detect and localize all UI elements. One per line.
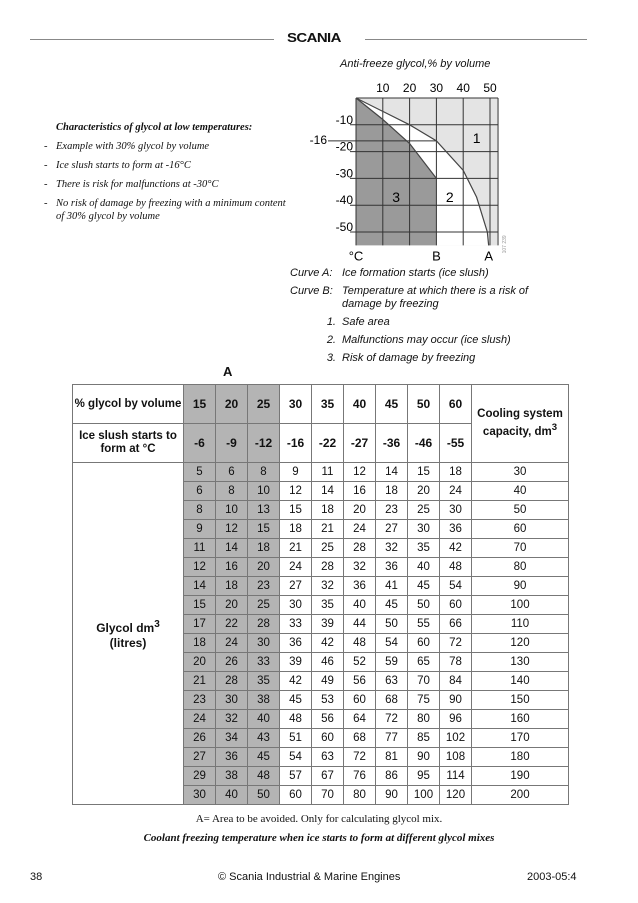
- glycol-cell: 59: [376, 653, 408, 672]
- capacity-cell: 50: [472, 501, 569, 520]
- footer-edition: 2003-05:4: [527, 871, 577, 883]
- glycol-cell: 42: [440, 539, 472, 558]
- glycol-cell: 14: [184, 577, 216, 596]
- temp-cell: -6: [184, 424, 216, 463]
- glycol-cell: 54: [440, 577, 472, 596]
- glycol-cell: 24: [184, 710, 216, 729]
- glycol-cell: 21: [184, 672, 216, 691]
- glycol-cell: 32: [312, 577, 344, 596]
- glycol-cell: 32: [376, 539, 408, 558]
- capacity-cell: 160: [472, 710, 569, 729]
- characteristic-item: - Example with 30% glycol by volume: [44, 141, 210, 152]
- capacity-cell: 130: [472, 653, 569, 672]
- glycol-cell: 10: [248, 482, 280, 501]
- glycol-cell: 12: [184, 558, 216, 577]
- scania-logo: SCANIA: [287, 30, 341, 45]
- glycol-cell: 90: [440, 691, 472, 710]
- glycol-cell: 30: [184, 786, 216, 805]
- glycol-cell: 100: [408, 786, 440, 805]
- figure-code: 107 239: [502, 235, 509, 254]
- glycol-cell: 56: [312, 710, 344, 729]
- glycol-cell: 84: [440, 672, 472, 691]
- curve-a-label: A: [484, 248, 493, 264]
- glycol-cell: 22: [216, 615, 248, 634]
- glycol-cell: 33: [280, 615, 312, 634]
- capacity-cell: 70: [472, 539, 569, 558]
- percent-cell: 45: [376, 385, 408, 424]
- glycol-cell: 30: [216, 691, 248, 710]
- legend-area-1: 1. Safe area: [326, 316, 390, 328]
- glycol-cell: 42: [312, 634, 344, 653]
- temp-cell: -9: [216, 424, 248, 463]
- glycol-cell: 30: [248, 634, 280, 653]
- glycol-cell: 72: [376, 710, 408, 729]
- glycol-cell: 40: [408, 558, 440, 577]
- glycol-cell: 11: [312, 463, 344, 482]
- glycol-cell: 26: [216, 653, 248, 672]
- glycol-cell: 60: [440, 596, 472, 615]
- capacity-cell: 100: [472, 596, 569, 615]
- glycol-table-body: [73, 463, 569, 805]
- glycol-cell: 77: [376, 729, 408, 748]
- y-tick-label: -10: [335, 112, 353, 127]
- y-tick-label: -20: [335, 139, 353, 154]
- glycol-cell: 35: [408, 539, 440, 558]
- table-note: A= Area to be avoided. Only for calculating glycol mix.: [195, 813, 443, 825]
- glycol-cell: 24: [344, 520, 376, 539]
- glycol-cell: 18: [440, 463, 472, 482]
- glycol-cell: 20: [344, 501, 376, 520]
- glycol-cell: 25: [248, 596, 280, 615]
- glycol-cell: 20: [216, 596, 248, 615]
- glycol-cell: 102: [440, 729, 472, 748]
- glycol-cell: 15: [408, 463, 440, 482]
- capacity-cell: 60: [472, 520, 569, 539]
- glycol-cell: 40: [216, 786, 248, 805]
- glycol-cell: 25: [408, 501, 440, 520]
- glycol-cell: 18: [280, 520, 312, 539]
- glycol-cell: 36: [376, 558, 408, 577]
- glycol-cell: 53: [312, 691, 344, 710]
- capacity-cell: 110: [472, 615, 569, 634]
- glycol-cell: 21: [280, 539, 312, 558]
- glycol-cell: 21: [312, 520, 344, 539]
- temp-cell: -12: [248, 424, 280, 463]
- glycol-cell: 67: [312, 767, 344, 786]
- glycol-cell: 6: [216, 463, 248, 482]
- glycol-percent-row: [73, 385, 569, 424]
- glycol-cell: 56: [344, 672, 376, 691]
- glycol-cell: 9: [184, 520, 216, 539]
- y-tick-label: -30: [335, 166, 353, 181]
- glycol-cell: 16: [344, 482, 376, 501]
- capacity-cell: 150: [472, 691, 569, 710]
- glycol-cell: 16: [216, 558, 248, 577]
- header-rule-right: [365, 39, 587, 40]
- page-number: 38: [30, 871, 43, 883]
- glycol-cell: 55: [408, 615, 440, 634]
- glycol-cell: 35: [312, 596, 344, 615]
- capacity-header: Cooling system capacity, $dm^3$: [472, 385, 569, 463]
- glycol-cell: 25: [312, 539, 344, 558]
- glycol-cell: 57: [280, 767, 312, 786]
- glycol-cell: 40: [248, 710, 280, 729]
- glycol-table: [72, 384, 569, 805]
- characteristic-item: - No risk of damage by freezing with a minimum content of 30% glycol by volume: [44, 198, 286, 222]
- glycol-cell: 18: [248, 539, 280, 558]
- glycol-cell: 30: [408, 520, 440, 539]
- glycol-cell: 63: [312, 748, 344, 767]
- glycol-cell: 96: [440, 710, 472, 729]
- glycol-cell: 95: [408, 767, 440, 786]
- chart-legend: [290, 267, 547, 370]
- legend-curve-a: Curve A: Ice formation starts (ice slush): [290, 267, 489, 279]
- glycol-cell: 72: [344, 748, 376, 767]
- glycol-cell: 52: [344, 653, 376, 672]
- glycol-cell: 85: [408, 729, 440, 748]
- glycol-cell: 38: [248, 691, 280, 710]
- glycol-cell: 51: [280, 729, 312, 748]
- x-tick-label: 10: [376, 81, 390, 95]
- glycol-cell: 35: [248, 672, 280, 691]
- glycol-cell: 24: [440, 482, 472, 501]
- glycol-cell: 28: [248, 615, 280, 634]
- y-annotation-label: -16: [309, 132, 327, 147]
- curve-b-label: B: [432, 248, 441, 264]
- glycol-cell: 78: [440, 653, 472, 672]
- ice-slush-label: Ice slush starts to form at °C: [73, 424, 184, 463]
- glycol-cell: 20: [184, 653, 216, 672]
- header-rule-left: [30, 39, 274, 40]
- glycol-cell: 12: [216, 520, 248, 539]
- glycol-cell: 43: [248, 729, 280, 748]
- percent-cell: 30: [280, 385, 312, 424]
- temp-cell: -22: [312, 424, 344, 463]
- glycol-cell: 14: [312, 482, 344, 501]
- characteristics-block: [44, 121, 294, 229]
- glycol-cell: 8: [248, 463, 280, 482]
- glycol-cell: 18: [376, 482, 408, 501]
- percent-cell: 40: [344, 385, 376, 424]
- capacity-cell: 140: [472, 672, 569, 691]
- glycol-cell: 33: [248, 653, 280, 672]
- glycol-cell: 27: [184, 748, 216, 767]
- x-tick-label: 20: [402, 81, 417, 95]
- capacity-cell: 190: [472, 767, 569, 786]
- glycol-cell: 48: [280, 710, 312, 729]
- glycol-cell: 26: [184, 729, 216, 748]
- glycol-cell: 60: [344, 691, 376, 710]
- glycol-cell: 5: [184, 463, 216, 482]
- glycol-cell: 10: [216, 501, 248, 520]
- glycol-cell: 23: [376, 501, 408, 520]
- glycol-cell: 114: [440, 767, 472, 786]
- footer-copyright: © Scania Industrial & Marine Engines: [218, 871, 401, 883]
- percent-cell: 25: [248, 385, 280, 424]
- glycol-cell: 32: [344, 558, 376, 577]
- legend-area-3: 3. Risk of damage by freezing: [326, 352, 476, 364]
- glycol-cell: 48: [248, 767, 280, 786]
- glycol-cell: 23: [248, 577, 280, 596]
- glycol-cell: 70: [312, 786, 344, 805]
- glycol-cell: 39: [280, 653, 312, 672]
- glycol-cell: 18: [184, 634, 216, 653]
- glycol-cell: 108: [440, 748, 472, 767]
- capacity-cell: 80: [472, 558, 569, 577]
- glycol-cell: 24: [280, 558, 312, 577]
- capacity-cell: 30: [472, 463, 569, 482]
- glycol-cell: 28: [344, 539, 376, 558]
- chart-title: Anti-freeze glycol,% by volume: [340, 58, 491, 70]
- freezing-chart: [290, 70, 515, 270]
- glycol-cell: 60: [408, 634, 440, 653]
- glycol-cell: 70: [408, 672, 440, 691]
- glycol-cell: 9: [280, 463, 312, 482]
- y-tick-label: -40: [335, 193, 353, 208]
- glycol-cell: 12: [344, 463, 376, 482]
- glycol-cell: 24: [216, 634, 248, 653]
- glycol-cell: 46: [312, 653, 344, 672]
- glycol-cell: 6: [184, 482, 216, 501]
- glycol-cell: 29: [184, 767, 216, 786]
- glycol-cell: 15: [184, 596, 216, 615]
- glycol-cell: 60: [312, 729, 344, 748]
- glycol-cell: 11: [184, 539, 216, 558]
- region-label-3: 3: [392, 189, 401, 206]
- glycol-cell: 17: [184, 615, 216, 634]
- glycol-cell: 23: [184, 691, 216, 710]
- glycol-percent-label: % glycol by volume: [73, 385, 184, 424]
- glycol-cell: 81: [376, 748, 408, 767]
- capacity-cell: 40: [472, 482, 569, 501]
- region-label-2: 2: [445, 189, 454, 206]
- percent-cell: 15: [184, 385, 216, 424]
- temp-cell: -46: [408, 424, 440, 463]
- x-tick-label: 50: [483, 81, 497, 95]
- temp-cell: -55: [440, 424, 472, 463]
- glycol-cell: 76: [344, 767, 376, 786]
- glycol-cell: 86: [376, 767, 408, 786]
- glycol-cell: 68: [376, 691, 408, 710]
- glycol-cell: 28: [312, 558, 344, 577]
- glycol-cell: 34: [216, 729, 248, 748]
- glycol-cell: 20: [248, 558, 280, 577]
- unit-label-celsius: °C: [348, 248, 364, 264]
- glycol-cell: 75: [408, 691, 440, 710]
- glycol-cell: 12: [280, 482, 312, 501]
- glycol-cell: 45: [408, 577, 440, 596]
- glycol-cell: 39: [312, 615, 344, 634]
- glycol-cell: 90: [376, 786, 408, 805]
- glycol-cell: 80: [408, 710, 440, 729]
- x-tick-label: 40: [456, 81, 470, 95]
- glycol-cell: 66: [440, 615, 472, 634]
- glycol-cell: 30: [440, 501, 472, 520]
- glycol-cell: 64: [344, 710, 376, 729]
- glycol-cell: 14: [216, 539, 248, 558]
- glycol-cell: 65: [408, 653, 440, 672]
- y-tick-label: -50: [335, 220, 353, 234]
- glycol-cell: 50: [408, 596, 440, 615]
- capacity-cell: 180: [472, 748, 569, 767]
- glycol-cell: 50: [376, 615, 408, 634]
- glycol-cell: 60: [280, 786, 312, 805]
- percent-cell: 60: [440, 385, 472, 424]
- percent-cell: 50: [408, 385, 440, 424]
- legend-area-2: 2. Malfunctions may occur (ice slush): [326, 334, 511, 346]
- table-caption: Coolant freezing temperature when ice starts to form at different glycol mixes: [143, 832, 495, 844]
- glycol-cell: 50: [248, 786, 280, 805]
- glycol-cell: 40: [344, 596, 376, 615]
- glycol-cell: 8: [216, 482, 248, 501]
- glycol-dm3-label: Glycol $dm^3$ (litres): [73, 463, 184, 805]
- glycol-cell: 36: [440, 520, 472, 539]
- glycol-cell: 54: [280, 748, 312, 767]
- glycol-cell: 38: [216, 767, 248, 786]
- glycol-cell: 30: [280, 596, 312, 615]
- glycol-cell: 90: [408, 748, 440, 767]
- glycol-cell: 36: [344, 577, 376, 596]
- glycol-cell: 13: [248, 501, 280, 520]
- characteristic-item: - There is risk for malfunctions at -30°C: [44, 179, 219, 190]
- glycol-cell: 54: [376, 634, 408, 653]
- percent-cell: 35: [312, 385, 344, 424]
- temp-cell: -16: [280, 424, 312, 463]
- glycol-cell: 36: [216, 748, 248, 767]
- glycol-cell: 45: [376, 596, 408, 615]
- table-row: [73, 463, 569, 482]
- glycol-cell: 8: [184, 501, 216, 520]
- glycol-cell: 32: [216, 710, 248, 729]
- glycol-cell: 18: [312, 501, 344, 520]
- capacity-cell: 200: [472, 786, 569, 805]
- glycol-cell: 72: [440, 634, 472, 653]
- glycol-cell: 20: [408, 482, 440, 501]
- glycol-cell: 27: [376, 520, 408, 539]
- glycol-cell: 15: [280, 501, 312, 520]
- glycol-cell: 14: [376, 463, 408, 482]
- temp-cell: -36: [376, 424, 408, 463]
- glycol-cell: 48: [440, 558, 472, 577]
- glycol-cell: 36: [280, 634, 312, 653]
- glycol-cell: 44: [344, 615, 376, 634]
- area-a-label: A: [223, 364, 233, 379]
- percent-cell: 20: [216, 385, 248, 424]
- legend-curve-b: Curve B: Temperature at which there is a risk of damage by freezing: [290, 285, 529, 310]
- glycol-cell: 80: [344, 786, 376, 805]
- glycol-cell: 27: [280, 577, 312, 596]
- capacity-cell: 120: [472, 634, 569, 653]
- temp-cell: -27: [344, 424, 376, 463]
- x-tick-label: 30: [429, 81, 444, 95]
- glycol-cell: 68: [344, 729, 376, 748]
- glycol-cell: 18: [216, 577, 248, 596]
- capacity-cell: 90: [472, 577, 569, 596]
- glycol-cell: 48: [344, 634, 376, 653]
- characteristics-title: Characteristics of glycol at low temperatures:: [56, 122, 253, 133]
- glycol-cell: 41: [376, 577, 408, 596]
- glycol-cell: 15: [248, 520, 280, 539]
- glycol-cell: 120: [440, 786, 472, 805]
- glycol-cell: 49: [312, 672, 344, 691]
- glycol-cell: 28: [216, 672, 248, 691]
- glycol-cell: 45: [248, 748, 280, 767]
- characteristic-item: - Ice slush starts to form at -16°C: [44, 160, 191, 171]
- glycol-cell: 63: [376, 672, 408, 691]
- glycol-cell: 42: [280, 672, 312, 691]
- region-label-1: 1: [472, 130, 481, 147]
- glycol-cell: 45: [280, 691, 312, 710]
- capacity-cell: 170: [472, 729, 569, 748]
